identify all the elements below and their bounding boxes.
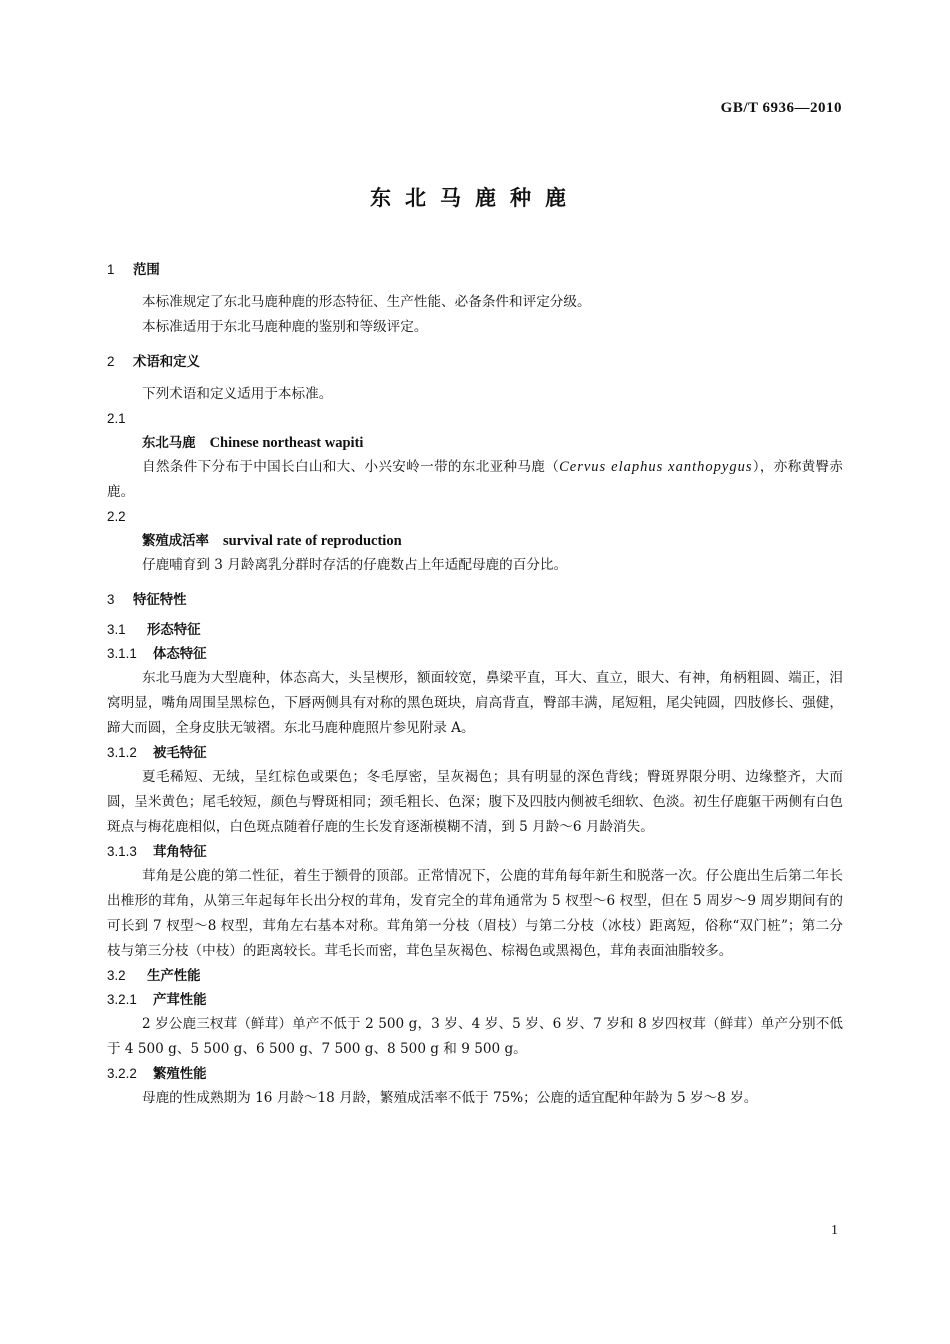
clause-title: 体态特征 [153,647,207,662]
clause-heading [107,741,843,765]
term-definition [107,455,843,505]
subsection-title: 形态特征 [147,623,201,638]
clause-title: 繁殖性能 [153,1067,207,1082]
paragraph: 本标准适用于东北马鹿种鹿的鉴别和等级评定。 [142,319,428,335]
paragraph: 茸角是公鹿的第二性征，着生于额骨的顶部。正常情况下，公鹿的茸角每年新生和脱落一次。仔公鹿出生后第二年长出椎形的茸角，从第三年起每年长出分杈的茸角，发育完全的茸角通常为 5 杈型～6 杈型，但在 5 周岁～9 周岁期间有的可长到 7 杈型～8 杈型，茸角左右基本对称。茸角第一分枝（眉枝）与第二分枝（冰枝）距离短，俗称“双门桩”；第二分枝与第三分枝（中枝）的距离较长。茸毛长而密，茸色呈灰褐色、棕褐色或黑褐色，茸角表面油脂较多。 [107,868,843,959]
subsection-heading [107,618,843,642]
term-heading [107,431,843,455]
document-body [107,258,843,1111]
clause-title: 茸角特征 [153,845,207,860]
term-cn: 繁殖成活率 [142,534,209,549]
latin-name: Cervus elaphus xanthopygus [559,459,753,475]
page-number: 1 [831,1223,838,1238]
term-en: Chinese northeast wapiti [209,435,364,451]
subsection-number: 3.1 [107,622,126,637]
paragraph: 东北马鹿为大型鹿种，体态高大，头呈楔形，额面较宽，鼻梁平直，耳大、直立，眼大、有神，角柄粗圆、端正，泪窝明显，嘴角周围呈黑棕色，下唇两侧具有对称的黑色斑块，肩高背直，臀部丰满，尾短粗，尾尖钝圆，四肢修长、强健，蹄大而圆，全身皮肤无皱褶。东北马鹿种鹿照片参见附录 A。 [107,670,843,736]
term-heading [107,529,843,553]
subsection-number: 3.2 [107,968,126,983]
section-title: 特征特性 [133,593,187,608]
section-2-heading [107,350,843,374]
term-number: 2.1 [107,411,126,426]
term-definition: 仔鹿哺育到 3 月龄离乳分群时存活的仔鹿数占上年适配母鹿的百分比。 [142,557,568,573]
definition-text: ），亦称黄臀赤鹿。 [107,459,844,500]
section-title: 术语和定义 [133,355,200,370]
clause-number: 3.2.2 [107,1066,137,1081]
clause-heading [107,840,843,864]
section-number: 1 [107,262,115,277]
term-en: survival rate of reproduction [222,533,402,549]
paragraph: 夏毛稀短、无绒，呈红棕色或栗色；冬毛厚密，呈灰褐色；具有明显的深色背线；臀斑界限分明、边缘整齐，大而圆，呈米黄色；尾毛较短，颜色与臀斑相同；颈毛粗长、色深；腹下及四肢内侧被毛细软、色淡。初生仔鹿躯干两侧有白色斑点与梅花鹿相似，白色斑点随着仔鹿的生长发育逐渐模糊不清，到 5 月龄～6 月龄消失。 [107,769,843,835]
section-1-heading [107,258,843,282]
clause-number: 3.1.3 [107,844,137,859]
document-title: 东北马鹿种鹿 [370,186,580,210]
paragraph: 2 岁公鹿三杈茸（鲜茸）单产不低于 2 500 g，3 岁、4 岁、5 岁、6 岁、7 岁和 8 岁四杈茸（鲜茸）单产分别不低于 4 500 g、5 500 g、6 500 g、7 500 g、8 500 g 和 9 500 g。 [107,1016,843,1057]
section-title: 范围 [133,263,160,278]
term-number: 2.2 [107,509,126,524]
term-cn: 东北马鹿 [142,436,196,451]
definition-text: 自然条件下分布于中国长白山和大、小兴安岭一带的东北亚种马鹿（ [142,459,560,475]
section-3-heading [107,588,843,612]
section-number: 3 [107,592,115,607]
clause-number: 3.2.1 [107,992,137,1007]
subsection-heading [107,964,843,988]
paragraph: 母鹿的性成熟期为 16 月龄～18 月龄，繁殖成活率不低于 75%；公鹿的适宜配种年龄为 5 岁～8 岁。 [142,1090,758,1106]
clause-heading [107,642,843,666]
clause-heading [107,1062,843,1086]
standard-number: GB/T 6936—2010 [720,100,842,116]
clause-number: 3.1.2 [107,745,137,760]
paragraph: 本标准规定了东北马鹿种鹿的形态特征、生产性能、必备条件和评定分级。 [142,294,591,310]
clause-title: 产茸性能 [153,993,207,1008]
clause-heading [107,988,843,1012]
clause-number: 3.1.1 [107,646,137,661]
subsection-title: 生产性能 [147,969,201,984]
paragraph: 下列术语和定义适用于本标准。 [142,386,333,402]
section-number: 2 [107,354,115,369]
clause-title: 被毛特征 [153,746,207,761]
